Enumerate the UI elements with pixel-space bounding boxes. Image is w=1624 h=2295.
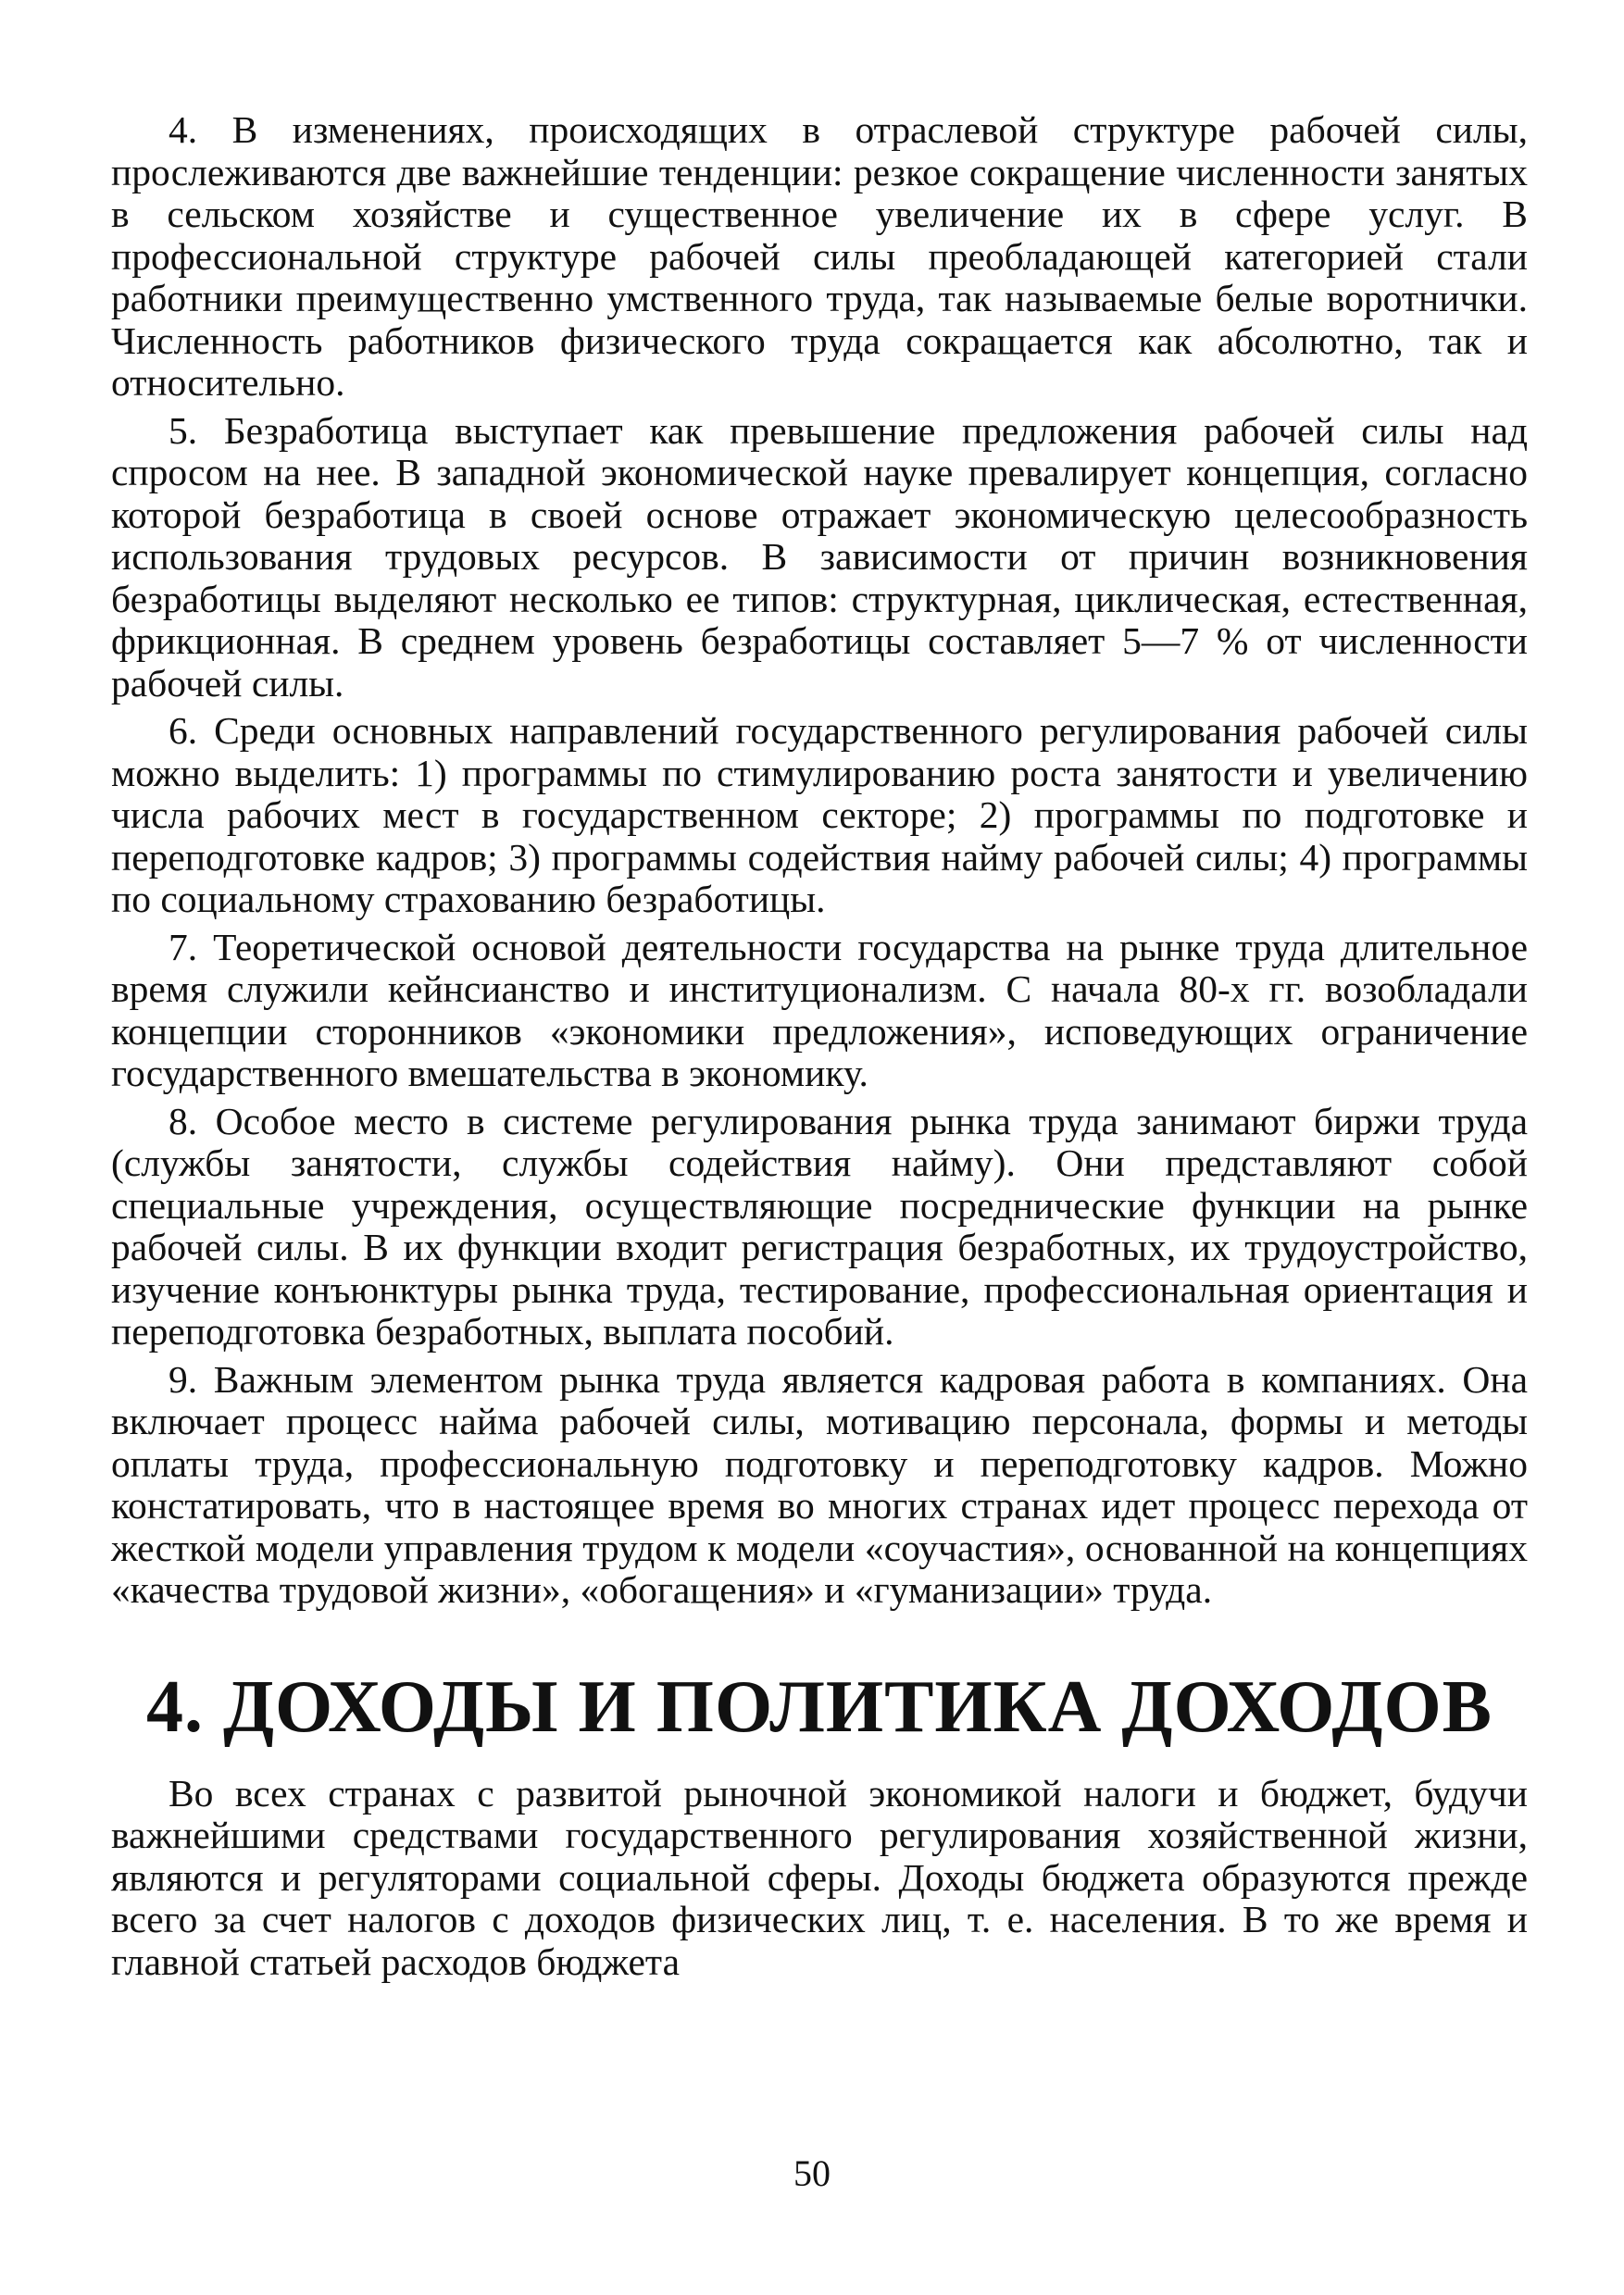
section-intro-paragraph: Во всех странах с развитой рыночной экономикой налоги и бюджет, будучи важнейшими средствами государственного регулирования хозяйственной жизни, являются и регуляторами социальной сферы. Доходы бюджета образуются прежде всего за счет налогов с доходов физических лиц, т. е. населения. В то же время и главной статьей расходов бюджета [111,1771,1528,1983]
paragraph-7: 7. Теоретической основой деятельности государства на рынке труда длительное время служили кейнсианство и институционализм. С начала 80-х гг. возобладали концепции сторонников «экономики предложения», исповедующих ограничение государственного вмешательства в экономику. [111,925,1528,1094]
paragraph-4: 4. В изменениях, происходящих в отраслевой структуре рабочей силы, прослеживаются две важнейшие тенденции: резкое сокращение численности занятых в сельском хозяйстве и существенное увеличение их в сфере услуг. В профессиональной структуре рабочей силы преобладающей категорией стали работники преимущественно умственного труда, так называемые белые воротнички. Численность работников физического труда сокращается как абсолютно, так и относительно. [111,108,1528,404]
section-title: 4. ДОХОДЫ И ПОЛИТИКА ДОХОДОВ [145,1665,1493,1748]
paragraph-5: 5. Безработица выступает как превышение предложения рабочей силы над спросом на нее. В западной экономической науке превалирует концепция, согласно которой безработица в своей основе отражает экономическую целесообразность использования трудовых ресурсов. В зависимости от причин возникновения безработицы выделяют несколько ее типов: структурная, циклическая, естественная, фрикционная. В среднем уровень безработицы составляет 5—7 % от численности рабочей силы. [111,408,1528,705]
paragraph-9: 9. Важным элементом рынка труда является кадровая работа в компаниях. Она включает процесс найма рабочей силы, мотивацию персонала, формы и методы оплаты труда, профессиональную подготовку и переподготовку кадров. Можно констатировать, что в настоящее время во многих странах идет процесс перехода от жесткой модели управления трудом к модели «соучастия», основанной на концепциях «качества трудовой жизни», «обогащения» и «гуманизации» труда. [111,1357,1528,1611]
page-number: 50 [793,2152,831,2194]
paragraph-8: 8. Особое место в системе регулирования рынка труда занимают биржи труда (службы занятости, службы содействия найму). Они представляют собой специальные учреждения, осуществляющие посреднические функции на рынке рабочей силы. В их функции входит регистрация безработных, их трудоустройство, изучение конъюнктуры рынка труда, тестирование, профессиональная ориентация и переподготовка безработных, выплата пособий. [111,1099,1528,1353]
paragraph-6: 6. Среди основных направлений государственного регулирования рабочей силы можно выделить: 1) программы по стимулированию роста занятости и увеличению числа рабочих мест в государственном секторе; 2) программы по подготовке и переподготовке кадров; 3) программы содействия найму рабочей силы; 4) программы по социальному страхованию безработицы. [111,709,1528,920]
page-content [111,109,1528,1989]
